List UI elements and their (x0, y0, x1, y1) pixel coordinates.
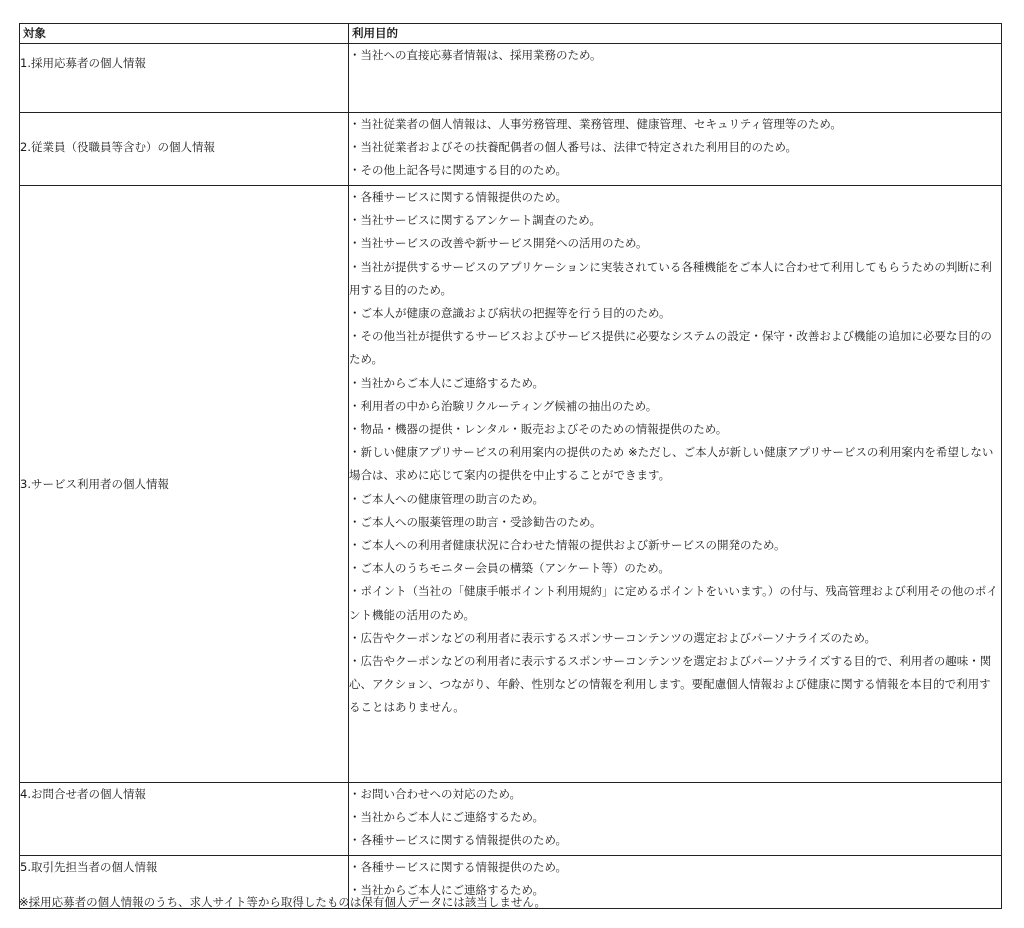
subject-label: 2.従業員（役職員等含む）の個人情報 (20, 140, 215, 154)
purpose-cell (349, 186, 1002, 783)
subject-label: 5.取引先担当者の個人情報 (20, 860, 158, 874)
purpose-item: ・当社サービスに関するアンケート調査のため。 (349, 213, 601, 228)
purpose-item: ・当社からご本人にご連絡するため。 (349, 810, 545, 825)
purpose-item: ・当社従業者の個人情報は、人事労務管理、業務管理、健康管理、セキュリティ管理等のため。 (349, 117, 842, 131)
header-subject: 対象 (20, 24, 349, 44)
purpose-item: ・当社への直接応募者情報は、採用業務のため。 (349, 48, 602, 62)
purpose-item: ・物品・機器の提供・レンタル・販売およびそのための情報提供のため。 (349, 422, 728, 437)
purpose-cell (349, 44, 1002, 113)
purpose-item: ・各種サービスに関する情報提供のため。 (349, 860, 568, 874)
purpose-item: ・広告やクーポンなどの利用者に表示するスポンサーコンテンツを選定およびパーソナライズする目的で、利用者の趣味・関心、アクション、つながり、年齢、性別などの情報を利用します。要配慮個人情報および健康に関する情報を本目的で利用することはありません。 (349, 654, 992, 715)
subject-label: 4.お問合せ者の個人情報 (20, 787, 146, 801)
footnote: ※採用応募者の個人情報のうち、求人サイト等から取得したものは保有個人データには該当しません。 (19, 895, 547, 909)
subject-cell (20, 186, 349, 783)
purpose-item: ・ご本人への服薬管理の助言・受診勧告のため。 (349, 514, 602, 529)
table-row (20, 44, 1002, 113)
table-row (20, 186, 1002, 783)
subject-cell (20, 783, 349, 856)
purpose-item: ・各種サービスに関する情報提供のため。 (349, 190, 568, 204)
purpose-item: ・ポイント（当社の「健康手帳ポイント利用規約」に定めるポイントをいいます。）の付与、残高管理および利用その他のポイント機能の活用のため。 (349, 584, 998, 622)
purpose-item: ・当社サービスの改善や新サービス開発への活用のため。 (349, 236, 648, 251)
purpose-item: ・利用者の中から治験リクルーティング候補の抽出のため。 (349, 398, 658, 413)
purpose-item: ・広告やクーポンなどの利用者に表示するスポンサーコンテンツの選定およびパーソナライズのため。 (349, 630, 877, 645)
purpose-item: ・当社からご本人にご連絡するため。 (349, 375, 545, 390)
table-row (20, 113, 1002, 186)
subject-label: 1.採用応募者の個人情報 (20, 56, 146, 70)
purpose-item: ・各種サービスに関する情報提供のため。 (349, 833, 568, 848)
subject-label: 3.サービス利用者の個人情報 (20, 476, 169, 491)
purpose-cell (349, 113, 1002, 186)
purpose-item: ・当社従業者およびその扶養配偶者の個人番号は、法律で特定された利用目的のため。 (349, 140, 798, 155)
purpose-table (19, 23, 1002, 909)
purpose-item: ・その他上記各号に関連する目的のため。 (349, 163, 568, 178)
table-row (20, 783, 1002, 856)
purpose-cell (349, 783, 1002, 856)
purpose-item: ・ご本人のうちモニター会員の構築（アンケート等）のため。 (349, 561, 670, 576)
purpose-item: ・ご本人への健康管理の助言のため。 (349, 491, 545, 506)
purpose-item: ・ご本人が健康の意識および病状の把握等を行う目的のため。 (349, 306, 671, 321)
header-row (20, 24, 1002, 44)
purpose-item: ・ご本人への利用者健康状況に合わせた情報の提供および新サービスの開発のため。 (349, 538, 786, 553)
purpose-item: ・当社が提供するサービスのアプリケーションに実装されている各種機能をご本人に合わせて利用してもらうための判断に利用する目的のため。 (349, 259, 992, 297)
purpose-item: ・当社からご本人にご連絡するため。 (349, 883, 545, 898)
subject-cell (20, 44, 349, 113)
subject-cell (20, 113, 349, 186)
header-purpose: 利用目的 (349, 24, 1002, 44)
purpose-item: ・新しい健康アプリサービスの利用案内の提供のため ※ただし、ご本人が新しい健康アプリサービスの利用案内を希望しない場合は、求めに応じて案内の提供を中止することができます。 (349, 445, 994, 483)
purpose-item: ・お問い合わせへの対応のため。 (349, 787, 522, 801)
purpose-item: ・その他当社が提供するサービスおよびサービス提供に必要なシステムの設定・保守・改善および機能の追加に必要な目的のため。 (349, 329, 992, 367)
